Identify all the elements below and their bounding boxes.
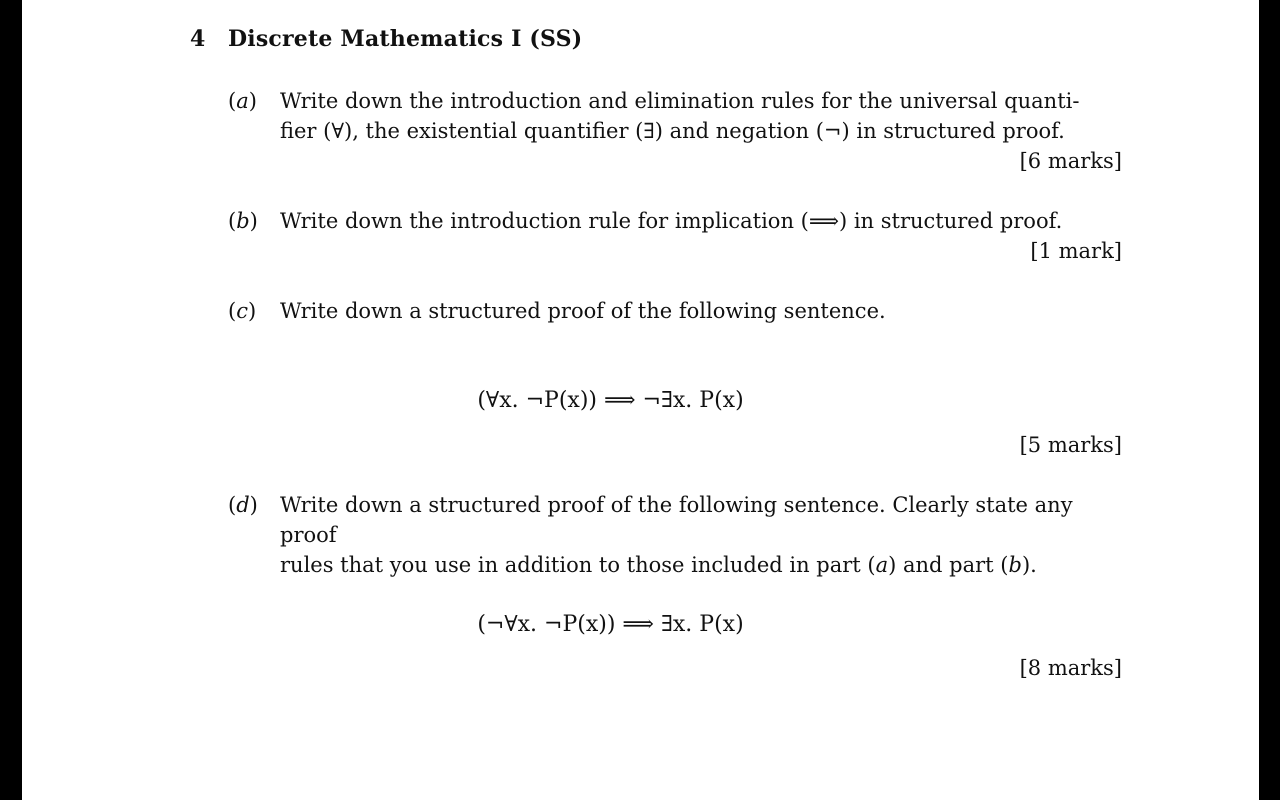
question-heading — [190, 26, 582, 52]
part-a-marks: [6 marks] — [1019, 149, 1122, 173]
part-a-label: (a) — [228, 89, 257, 113]
part-b-label: (b) — [228, 209, 258, 233]
part-c-formula: (∀x. ¬P(x)) ⟹ ¬∃x. P(x) — [477, 388, 744, 413]
part-c-marks: [5 marks] — [1019, 433, 1122, 457]
part-a-text — [280, 86, 1125, 146]
question-title: Discrete Mathematics I (SS) — [228, 26, 583, 52]
part-d-line-2: rules that you use in addition to those included in part (a) and part (b). — [280, 553, 1037, 577]
exam-page — [22, 0, 1259, 800]
part-c-label: (c) — [228, 299, 257, 323]
part-a-line-2: fier (∀), the existential quantifier (∃) and negation (¬) in structured proof. — [280, 119, 1065, 143]
part-c-text — [280, 296, 1125, 326]
part-b-marks: [1 mark] — [1030, 239, 1122, 263]
part-d-formula: (¬∀x. ¬P(x)) ⟹ ∃x. P(x) — [477, 612, 744, 637]
part-a-line-1: Write down the introduction and elimination rules for the universal quanti- — [280, 89, 1080, 113]
question-number: 4 — [190, 26, 206, 52]
part-b-text — [280, 206, 1125, 236]
part-b-line-1: Write down the introduction rule for implication (⟹) in structured proof. — [280, 209, 1063, 233]
part-d-line-1: Write down a structured proof of the following sentence. Clearly state any proof — [280, 493, 1073, 547]
part-d-marks: [8 marks] — [1019, 656, 1122, 680]
part-d-label: (d) — [228, 493, 258, 517]
part-d-text — [280, 490, 1125, 580]
part-c-line-1: Write down a structured proof of the following sentence. — [280, 299, 886, 323]
